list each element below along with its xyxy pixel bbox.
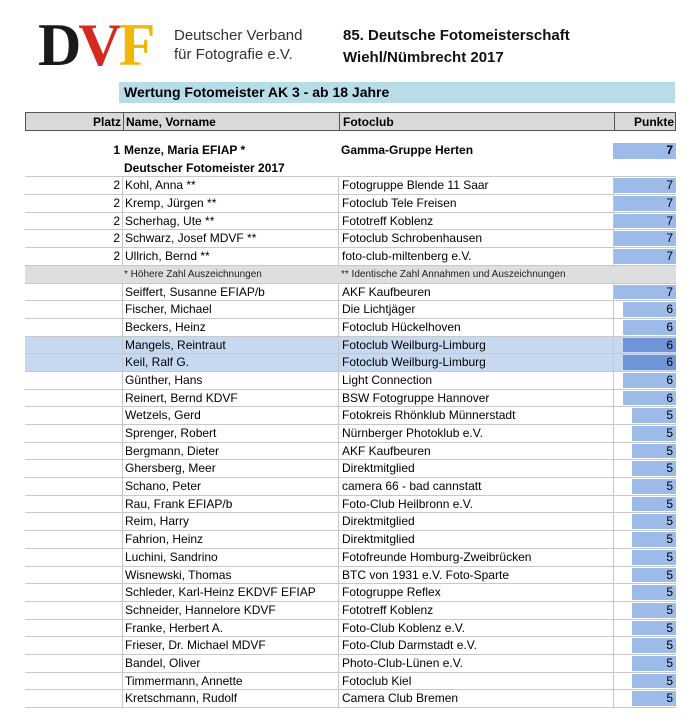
row-name: Timmermann, Annette — [122, 673, 338, 690]
points-value: 6 — [666, 355, 673, 370]
row-club: BTC von 1931 e.V. Foto-Sparte — [338, 567, 613, 584]
row-name: Kretschmann, Rudolf — [122, 690, 338, 707]
row-platz: 2 — [113, 249, 120, 264]
points-cell — [613, 177, 676, 194]
table-row — [25, 407, 676, 425]
table-row — [25, 567, 676, 585]
col-header-club: Fotoclub — [339, 113, 614, 130]
row-name: Seiffert, Susanne EFIAP/b — [122, 284, 338, 301]
row-club: Fotoclub Weilburg-Limburg — [338, 337, 613, 354]
points-cell — [613, 549, 676, 566]
row-club: Foto-Club Darmstadt e.V. — [338, 637, 613, 654]
table-row — [25, 354, 676, 372]
table-row — [25, 637, 676, 655]
row-club: Camera Club Bremen — [338, 690, 613, 707]
row-name: Keil, Ralf G. — [122, 354, 338, 371]
row-club: Fotokreis Rhönklub Münnerstadt — [338, 407, 613, 424]
points-cell — [613, 478, 676, 495]
footnote-row — [25, 266, 676, 284]
points-cell — [613, 531, 676, 548]
row-name: Sprenger, Robert — [122, 425, 338, 442]
section-title: Wertung Fotomeister AK 3 - ab 18 Jahre — [119, 82, 675, 103]
row-platz: 2 — [113, 178, 120, 193]
points-value: 5 — [666, 585, 673, 600]
row-platz — [25, 602, 122, 619]
logo-letter-f: F — [118, 12, 153, 78]
points-cell — [613, 248, 676, 265]
points-cell — [613, 567, 676, 584]
row-club: AKF Kaufbeuren — [338, 284, 613, 301]
table-row — [25, 620, 676, 638]
points-value: 5 — [666, 426, 673, 440]
spacer-row — [25, 131, 676, 142]
row-platz: 2 — [113, 196, 120, 211]
row-platz — [25, 513, 122, 530]
points-cell — [613, 496, 676, 513]
row-name: Wisnewski, Thomas — [122, 567, 338, 584]
points-value: 6 — [666, 337, 673, 352]
points-cell — [613, 354, 676, 371]
logo-letter-v: V — [78, 12, 119, 78]
row-platz — [25, 443, 122, 460]
points-value: 5 — [666, 514, 673, 529]
row-club: Fotoclub Tele Freisen — [338, 195, 613, 212]
row-platz — [25, 549, 122, 566]
points-value: 5 — [666, 408, 673, 423]
row-name: Scherhag, Ute ** — [122, 213, 338, 230]
points-cell — [613, 513, 676, 530]
row-name: Frieser, Dr. Michael MDVF — [122, 637, 338, 654]
table-row — [25, 531, 676, 549]
row-platz — [25, 372, 122, 389]
points-value: 7 — [666, 284, 673, 299]
points-value: 5 — [666, 673, 673, 688]
winner-platz: 1 — [113, 143, 120, 157]
row-name: Ghersberg, Meer — [122, 460, 338, 477]
points-value: 5 — [666, 691, 673, 706]
row-platz — [25, 584, 122, 601]
points-cell — [613, 425, 676, 442]
row-platz: 2 — [113, 213, 120, 228]
row-platz — [25, 496, 122, 513]
table-row — [25, 213, 676, 231]
winner-name: Menze, Maria EFIAP * — [124, 143, 246, 157]
points-value: 5 — [666, 567, 673, 582]
footnote-right: ** Identische Zahl Annahmen und Auszeichnungen — [341, 268, 566, 280]
row-platz — [25, 620, 122, 637]
points-value: 5 — [666, 479, 673, 494]
table-row — [25, 177, 676, 195]
row-platz — [25, 655, 122, 672]
winner-points — [613, 142, 676, 160]
event-line-1: 85. Deutsche Fotomeisterschaft — [343, 27, 570, 44]
table-row — [25, 337, 676, 355]
row-name: Rau, Frank EFIAP/b — [122, 496, 338, 513]
points-cell — [613, 372, 676, 389]
row-platz — [25, 673, 122, 690]
table-row — [25, 319, 676, 337]
row-club: Light Connection — [338, 372, 613, 389]
points-cell — [613, 460, 676, 477]
points-value: 6 — [666, 302, 673, 317]
row-name: Bandel, Oliver — [122, 655, 338, 672]
table-row — [25, 425, 676, 443]
table-row — [25, 478, 676, 496]
table-row — [25, 443, 676, 461]
row-platz — [25, 354, 122, 371]
points-value: 6 — [666, 390, 673, 405]
row-name: Franke, Herbert A. — [122, 620, 338, 637]
row-platz — [25, 460, 122, 477]
dvf-logo — [38, 12, 153, 78]
row-club: Foto-Club Heilbronn e.V. — [338, 496, 613, 513]
org-line-2: für Fotografie e.V. — [174, 46, 293, 63]
row-platz — [25, 390, 122, 407]
table-row — [25, 496, 676, 514]
table-row — [25, 301, 676, 319]
row-name: Fischer, Michael — [122, 301, 338, 318]
points-value: 7 — [666, 196, 673, 211]
row-platz — [25, 690, 122, 707]
row-name: Fahrion, Heinz — [122, 531, 338, 548]
row-platz — [25, 531, 122, 548]
row-club: Direktmitglied — [338, 460, 613, 477]
points-value: 5 — [666, 638, 673, 653]
table-row — [25, 584, 676, 602]
row-club: Fototreff Koblenz — [338, 213, 613, 230]
points-cell — [613, 673, 676, 690]
row-name: Reim, Harry — [122, 513, 338, 530]
points-value: 7 — [666, 143, 673, 157]
row-name: Kremp, Jürgen ** — [122, 195, 338, 212]
table-row — [25, 513, 676, 531]
table-row — [25, 460, 676, 478]
organization-name — [174, 26, 302, 64]
row-platz: 2 — [113, 231, 120, 246]
points-cell — [613, 390, 676, 407]
row-name: Beckers, Heinz — [122, 319, 338, 336]
table-row — [25, 690, 676, 708]
points-cell — [613, 620, 676, 637]
points-value: 5 — [666, 620, 673, 635]
row-club: Die Lichtjäger — [338, 301, 613, 318]
row-platz — [25, 407, 122, 424]
col-header-name: Name, Vorname — [123, 113, 339, 130]
points-value: 5 — [666, 655, 673, 670]
points-cell — [613, 301, 676, 318]
row-club: Fotoclub Schrobenhausen — [338, 230, 613, 247]
row-name: Kohl, Anna ** — [122, 177, 338, 194]
points-value: 7 — [666, 231, 673, 246]
row-platz — [25, 319, 122, 336]
row-platz — [25, 284, 122, 301]
row-club: Nürnberger Photoklub e.V. — [338, 425, 613, 442]
row-club: Fotoclub Kiel — [338, 673, 613, 690]
results-table — [25, 112, 676, 708]
row-club: BSW Fotogruppe Hannover — [338, 390, 613, 407]
table-row — [25, 248, 676, 266]
page-header — [0, 0, 700, 80]
points-cell — [613, 213, 676, 230]
table-row — [25, 549, 676, 567]
table-row — [25, 390, 676, 408]
row-club: camera 66 - bad cannstatt — [338, 478, 613, 495]
row-platz — [25, 337, 122, 354]
champion-title-row — [25, 160, 676, 178]
table-header-row — [25, 112, 676, 131]
row-club: Fototreff Koblenz — [338, 602, 613, 619]
row-name: Schleder, Karl-Heinz EKDVF EFIAP — [122, 584, 338, 601]
row-platz — [25, 301, 122, 318]
points-cell — [613, 230, 676, 247]
row-name: Reinert, Bernd KDVF — [122, 390, 338, 407]
points-value: 5 — [666, 532, 673, 547]
points-value: 5 — [666, 549, 673, 564]
event-line-2: Wiehl/Nümbrecht 2017 — [343, 49, 504, 66]
points-cell — [613, 337, 676, 354]
points-value: 7 — [666, 249, 673, 264]
points-cell — [613, 602, 676, 619]
row-name: Luchini, Sandrino — [122, 549, 338, 566]
champion-title: Deutscher Fotomeister 2017 — [124, 160, 285, 175]
row-name: Schneider, Hannelore KDVF — [122, 602, 338, 619]
row-club: Fotoclub Hückelhoven — [338, 319, 613, 336]
col-header-platz: Platz — [92, 115, 121, 129]
row-club: Photo-Club-Lünen e.V. — [338, 655, 613, 672]
points-cell — [613, 195, 676, 212]
points-cell — [613, 284, 676, 301]
row-club: Fotogruppe Blende 11 Saar — [338, 177, 613, 194]
points-value: 7 — [666, 178, 673, 193]
row-platz — [25, 567, 122, 584]
row-club: Direktmitglied — [338, 513, 613, 530]
row-name: Mangels, Reintraut — [122, 337, 338, 354]
row-name: Günther, Hans — [122, 372, 338, 389]
points-cell — [613, 407, 676, 424]
table-row — [25, 372, 676, 390]
table-row — [25, 284, 676, 302]
points-value: 5 — [666, 461, 673, 476]
points-value: 6 — [666, 319, 673, 334]
row-name: Schwarz, Josef MDVF ** — [122, 230, 338, 247]
footnote-left: * Höhere Zahl Auszeichnungen — [124, 268, 262, 280]
row-name: Ullrich, Bernd ** — [122, 248, 338, 265]
winner-club: Gamma-Gruppe Herten — [341, 143, 474, 157]
row-club: AKF Kaufbeuren — [338, 443, 613, 460]
row-name: Schano, Peter — [122, 478, 338, 495]
row-club: Fotofreunde Homburg-Zweibrücken — [338, 549, 613, 566]
row-name: Wetzels, Gerd — [122, 407, 338, 424]
points-value: 6 — [666, 372, 673, 387]
points-cell — [613, 584, 676, 601]
row-platz — [25, 425, 122, 442]
row-club: Fotoclub Weilburg-Limburg — [338, 354, 613, 371]
points-cell — [613, 319, 676, 336]
winner-row — [25, 142, 676, 160]
row-platz — [25, 478, 122, 495]
table-row — [25, 655, 676, 673]
points-value: 5 — [666, 496, 673, 511]
row-club: foto-club-miltenberg e.V. — [338, 248, 613, 265]
table-row — [25, 230, 676, 248]
points-cell — [613, 655, 676, 672]
points-value: 5 — [666, 443, 673, 458]
event-title — [343, 25, 570, 69]
points-cell — [613, 443, 676, 460]
row-club: Direktmitglied — [338, 531, 613, 548]
points-value: 7 — [666, 213, 673, 228]
points-cell — [613, 637, 676, 654]
points-value: 5 — [666, 602, 673, 617]
org-line-1: Deutscher Verband — [174, 27, 303, 44]
table-row — [25, 195, 676, 213]
logo-letter-d: D — [38, 12, 79, 78]
points-cell — [613, 690, 676, 707]
row-club: Foto-Club Koblenz e.V. — [338, 620, 613, 637]
table-row — [25, 673, 676, 691]
table-row — [25, 602, 676, 620]
col-header-punkte: Punkte — [614, 113, 677, 130]
row-platz — [25, 637, 122, 654]
row-name: Bergmann, Dieter — [122, 443, 338, 460]
row-club: Fotogruppe Reflex — [338, 584, 613, 601]
